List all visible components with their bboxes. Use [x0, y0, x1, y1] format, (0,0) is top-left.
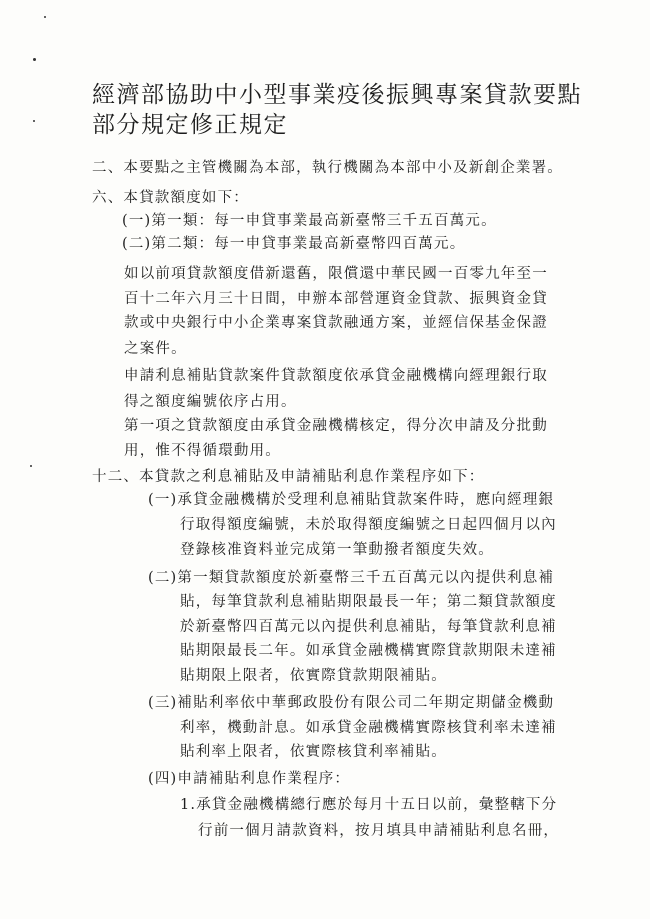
text-line: 貼期限上限者，依實際貸款期限補貼。 — [180, 668, 447, 684]
text-line: 之案件。 — [124, 341, 187, 357]
text-line: 六、本貸款額度如下： — [92, 190, 249, 206]
text-line: 款或中央銀行中小企業專案貸款融通方案，並經信保基金保證 — [124, 315, 548, 331]
text-line: 十二、本貸款之利息補貼及申請補貼利息作業程序如下： — [92, 469, 485, 485]
text-line: 二、本要點之主管機關為本部，執行機關為本部中小及新創企業署。 — [92, 160, 563, 176]
text-line: 行取得額度編號，未於取得額度編號之日起四個月以內 — [180, 517, 557, 533]
text-line: (二)第二類：每一申貸事業最高新臺幣四百萬元。 — [122, 236, 466, 252]
scan-speck — [30, 465, 32, 467]
title-line-2: 部分規定修正規定 — [92, 112, 288, 138]
text-line: 1.承貸金融機構總行應於每月十五日以前，彙整轄下分 — [180, 797, 558, 813]
text-line: (一)承貸金融機構於受理利息補貼貸款案件時，應向經理銀 — [148, 492, 555, 508]
document-title — [92, 80, 582, 140]
title-line-1: 經濟部協助中小型事業疫後振興專案貸款要點 — [92, 82, 582, 108]
text-line: 貼，每筆貸款利息補貼期限最長一年；第二類貸款額度 — [180, 594, 557, 610]
text-line: 得之額度編號依序占用。 — [124, 394, 297, 410]
text-line: 第一項之貸款額度由承貸金融機構核定，得分次申請及分批動 — [124, 418, 548, 434]
text-line: (一)第一類：每一申貸事業最高新臺幣三千五百萬元。 — [122, 213, 497, 229]
text-line: 登錄核准資料並完成第一筆動撥者額度失效。 — [180, 542, 494, 558]
scan-speck — [33, 120, 35, 122]
text-line: 貼利率上限者，依實際核貸利率補貼。 — [180, 744, 447, 760]
text-line: 百十二年六月三十日間，申辦本部營運資金貸款、振興資金貸 — [124, 291, 548, 307]
text-line: 用，惟不得循環動用。 — [124, 443, 281, 459]
text-line: 行前一個月請款資料，按月填具申請補貼利息名冊， — [198, 823, 560, 839]
text-line: (四)申請補貼利息作業程序： — [148, 771, 351, 787]
text-line: 貼期限最長二年。如承貸金融機構實際貸款期限未達補 — [180, 643, 557, 659]
scan-speck — [44, 16, 46, 18]
text-line: 如以前項貸款額度借新還舊，限償還中華民國一百零九年至一 — [124, 266, 548, 282]
text-line: (二)第一類貸款額度於新臺幣三千五百萬元以內提供利息補 — [148, 570, 555, 586]
text-line: 利率，機動計息。如承貸金融機構實際核貸利率未達補 — [180, 720, 557, 736]
text-line: 申請利息補貼貸款案件貸款額度依承貸金融機構向經理銀行取 — [124, 368, 548, 384]
scan-speck — [33, 58, 36, 61]
text-line: (三)補貼利率依中華郵政股份有限公司二年期定期儲金機動 — [148, 695, 555, 711]
text-line: 於新臺幣四百萬元以內提供利息補貼，每筆貸款利息補 — [180, 619, 557, 635]
